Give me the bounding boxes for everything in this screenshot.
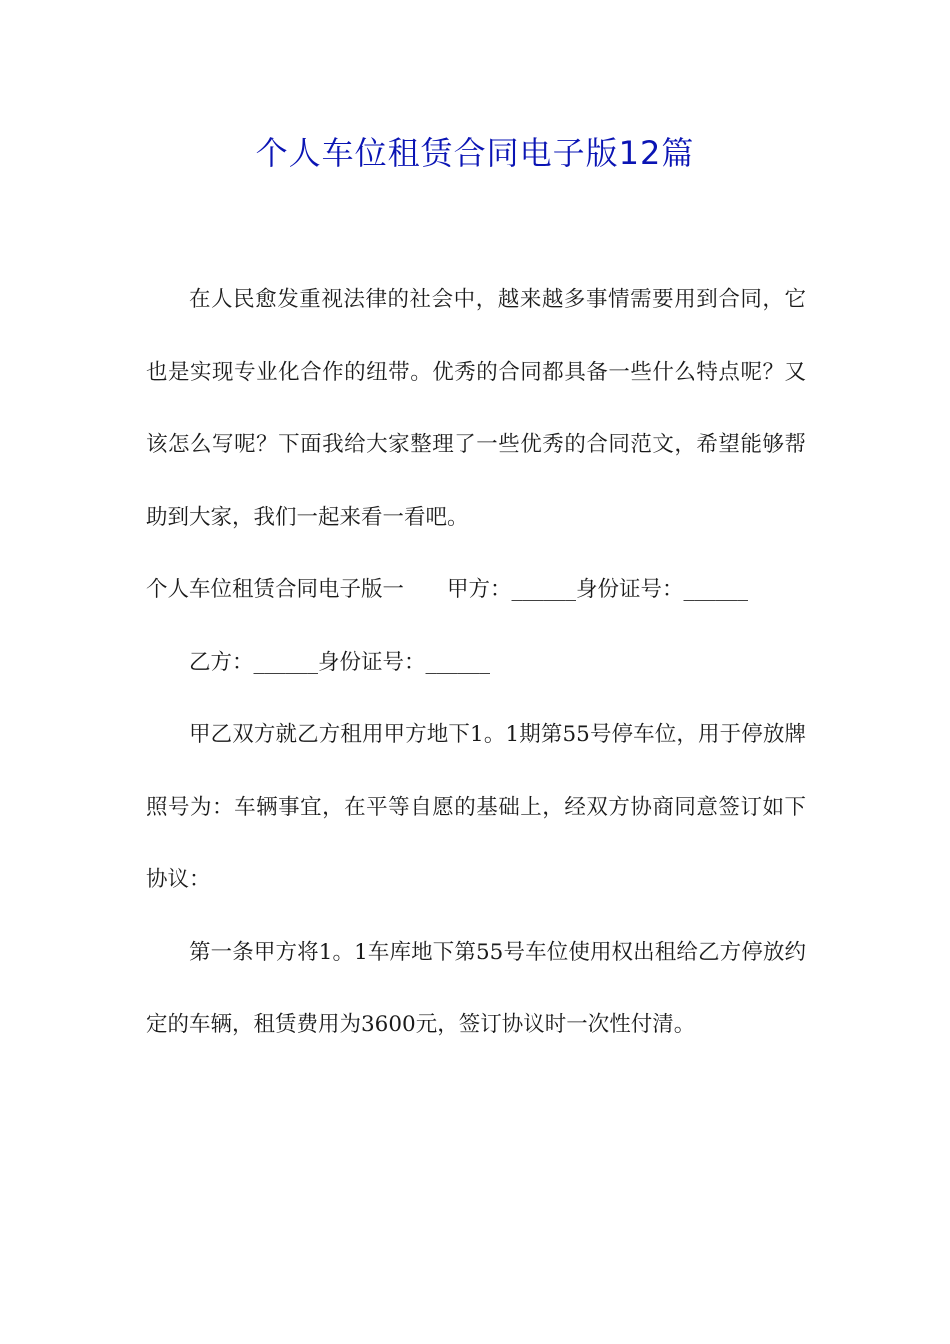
paragraph-contract-heading-party-a: 个人车位租赁合同电子版一 甲方：______身份证号：______ <box>146 577 749 602</box>
document-title: 个人车位租赁合同电子版12篇 <box>255 134 695 172</box>
paragraph-intro: 在人民愈发重视法律的社会中，越来越多事情需要用到合同，它也是实现专业化合作的纽带。优秀的合同都具备一些什么特点呢？又该怎么写呢？下面我给大家整理了一些优秀的合同范文，希望能够帮助到大家，我们一起来看一看吧。 <box>146 287 806 530</box>
document-body <box>146 264 806 1062</box>
paragraph-party-b: 乙方：______身份证号：______ <box>189 649 491 675</box>
paragraph-agreement-preamble: 甲乙双方就乙方租用甲方地下1。1期第55号停车位，用于停放牌照号为：车辆事宜，在平等自愿的基础上，经双方协商同意签订如下协议： <box>146 722 806 892</box>
paragraph-article-one: 第一条甲方将1。1车库地下第55号车位使用权出租给乙方停放约定的车辆，租赁费用为3600元，签订协议时一次性付清。 <box>146 939 806 1037</box>
